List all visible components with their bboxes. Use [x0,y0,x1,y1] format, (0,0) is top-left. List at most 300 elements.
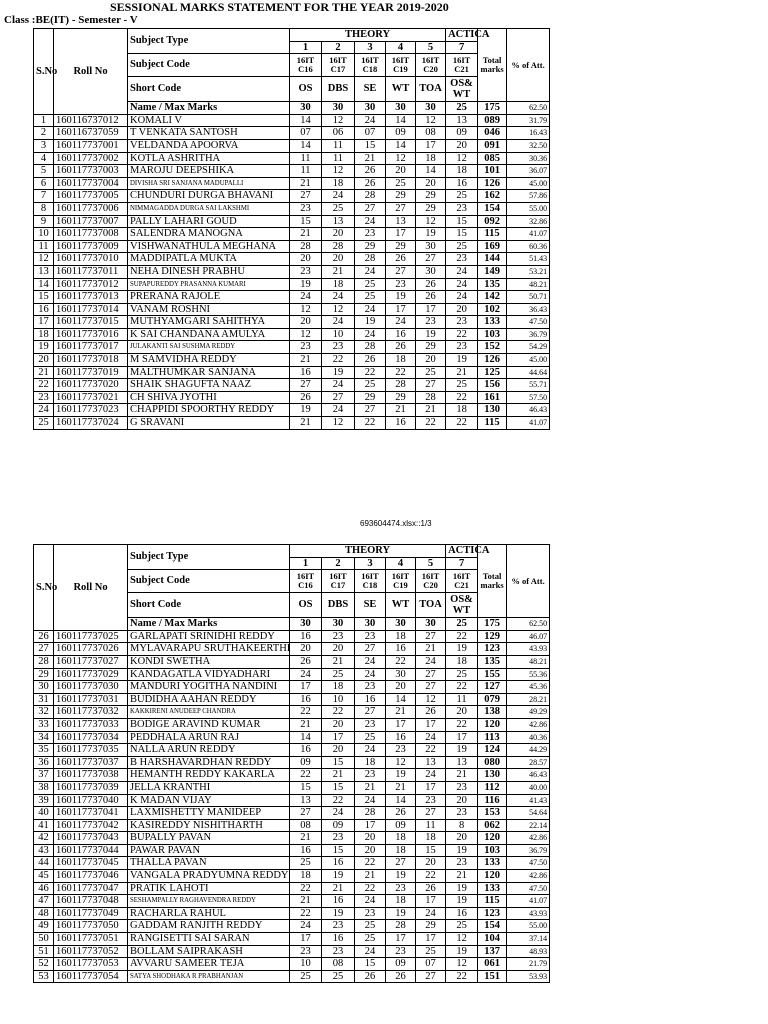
table-row [34,253,550,266]
cell-mark: 09 [386,127,416,140]
cell-mark: 17 [416,895,446,908]
header-sub-number: 7 [446,41,478,54]
cell-roll-no: 160117737007 [54,215,128,228]
cell-mark: 27 [290,190,322,203]
cell-mark: 12 [386,756,416,769]
header-code-line: C17 [330,64,346,75]
cell-mark: 12 [416,215,446,228]
cell-mark: 16 [322,857,355,870]
cell-mark: 29 [386,190,416,203]
cell-mark: 23 [355,769,386,782]
cell-student-name: K MADAN VIJAY [128,794,290,807]
cell-total: 046 [478,127,507,140]
cell-total: 080 [478,756,507,769]
header-short: OS& WT [446,593,478,618]
cell-attendance: 41.43 [507,794,550,807]
cell-roll-no: 160117737051 [54,933,128,946]
cell-student-name: KASIREDDY NISHITHARTH [128,819,290,832]
cell-mark: 16 [355,693,386,706]
header-code-line: 16IT [296,571,315,582]
cell-total: 138 [478,706,507,719]
cell-mark: 28 [386,920,416,933]
cell-mark: 15 [322,756,355,769]
cell-mark: 19 [386,907,416,920]
cell-roll-no: 160117737042 [54,819,128,832]
cell-attendance: 47.50 [507,316,550,329]
cell-attendance: 42.86 [507,870,550,883]
table-row [34,718,550,731]
cell-attendance: 37.14 [507,933,550,946]
cell-sno: 1 [34,114,54,127]
table-row [34,114,550,127]
cell-roll-no: 160117737048 [54,895,128,908]
header-sub-number: 5 [416,41,446,54]
cell-student-name: NALLA ARUN REDDY [128,744,290,757]
cell-mark: 30 [386,668,416,681]
cell-mark: 18 [386,895,416,908]
cell-mark: 11 [416,819,446,832]
table-row [34,190,550,203]
cell-mark: 19 [386,291,416,304]
cell-mark: 29 [416,341,446,354]
cell-mark: 16 [322,933,355,946]
cell-mark: 26 [416,882,446,895]
cell-total: 104 [478,933,507,946]
cell-student-name: T VENKATA SANTOSH [128,127,290,140]
cell-roll-no: 160117737011 [54,265,128,278]
cell-roll-no: 160117737015 [54,316,128,329]
cell-total: 133 [478,316,507,329]
cell-mark: 23 [355,630,386,643]
header-roll-no: Roll No [54,29,128,115]
cell-mark: 25 [290,970,322,983]
cell-mark: 23 [355,718,386,731]
cell-student-name: BODIGE ARAVIND KUMAR [128,718,290,731]
cell-mark: 12 [446,933,478,946]
cell-mark: 27 [290,807,322,820]
cell-sno: 10 [34,228,54,241]
cell-total: 154 [478,920,507,933]
table-row [34,228,550,241]
cell-mark: 20 [355,832,386,845]
table-row [34,366,550,379]
cell-mark: 28 [290,240,322,253]
cell-mark: 21 [416,404,446,417]
cell-mark: 22 [322,706,355,719]
cell-mark: 24 [290,291,322,304]
table-row [34,177,550,190]
cell-total: 115 [478,228,507,241]
cell-mark: 16 [290,630,322,643]
cell-mark: 14 [416,165,446,178]
cell-mark: 21 [386,781,416,794]
cell-attendance: 21.79 [507,958,550,971]
cell-student-name: CHUNDURI DURGA BHAVANI [128,190,290,203]
header-max-mark: 30 [290,102,322,115]
cell-sno: 22 [34,379,54,392]
cell-mark: 25 [446,668,478,681]
sheet-footer: 693604474.xlsx::1/3 [360,519,432,528]
cell-attendance: 43.93 [507,643,550,656]
cell-mark: 27 [416,668,446,681]
header-max-mark: 30 [386,102,416,115]
cell-student-name: SUPAPUREDDY PRASANNA KUMARI [128,278,290,291]
cell-mark: 24 [322,379,355,392]
cell-mark: 24 [386,316,416,329]
cell-mark: 13 [446,114,478,127]
header-code [290,570,322,593]
cell-mark: 17 [290,681,322,694]
cell-student-name: KAKKIRENI ANUDEEP CHANDRA [128,706,290,719]
cell-roll-no: 160117737046 [54,870,128,883]
cell-attendance: 55.71 [507,379,550,392]
cell-sno: 24 [34,404,54,417]
cell-mark: 24 [355,215,386,228]
cell-mark: 24 [416,655,446,668]
cell-mark: 25 [355,291,386,304]
header-code-line: C18 [362,64,378,75]
cell-mark: 09 [386,958,416,971]
cell-mark: 22 [446,391,478,404]
cell-student-name: PEDDHALA ARUN RAJ [128,731,290,744]
header-row-subject-type [34,29,550,42]
cell-mark: 22 [446,328,478,341]
header-code-line: C21 [454,580,469,591]
cell-mark: 25 [322,202,355,215]
header-practical: ACTICA [446,29,478,42]
cell-mark: 16 [446,177,478,190]
cell-mark: 21 [355,870,386,883]
header-total: Total marks [478,29,507,102]
header-max-mark: 175 [478,618,507,631]
cell-mark: 24 [416,731,446,744]
cell-mark: 25 [322,668,355,681]
header-code [355,54,386,77]
header-row-subject-type [34,545,550,558]
cell-attendance: 54.64 [507,807,550,820]
cell-mark: 22 [355,366,386,379]
cell-mark: 25 [446,379,478,392]
table-body [34,630,550,983]
cell-mark: 12 [386,152,416,165]
cell-total: 151 [478,970,507,983]
cell-mark: 28 [416,391,446,404]
header-code-line: 16IT [329,55,347,66]
cell-roll-no: 160117737009 [54,240,128,253]
cell-roll-no: 160116737059 [54,127,128,140]
cell-mark: 22 [416,417,446,430]
cell-total: 130 [478,769,507,782]
header-short: WT [386,593,416,618]
cell-sno: 18 [34,328,54,341]
cell-mark: 23 [386,744,416,757]
cell-mark: 23 [322,341,355,354]
header-code [322,54,355,77]
cell-student-name: MANDURI YOGITHA NANDINI [128,681,290,694]
cell-sno: 16 [34,303,54,316]
cell-mark: 20 [386,165,416,178]
cell-roll-no: 160117737020 [54,379,128,392]
table-row [34,882,550,895]
header-code-line: 16IT [452,571,471,582]
cell-roll-no: 160117737021 [54,391,128,404]
cell-total: 103 [478,844,507,857]
cell-mark: 20 [322,228,355,241]
cell-mark: 25 [355,278,386,291]
cell-roll-no: 160117737054 [54,970,128,983]
cell-roll-no: 160117737041 [54,807,128,820]
cell-mark: 18 [416,832,446,845]
cell-sno: 50 [34,933,54,946]
cell-mark: 26 [355,177,386,190]
cell-mark: 29 [416,920,446,933]
cell-sno: 35 [34,744,54,757]
cell-mark: 22 [446,630,478,643]
cell-mark: 12 [290,328,322,341]
cell-roll-no: 160117737037 [54,756,128,769]
cell-mark: 19 [322,907,355,920]
cell-student-name: GARLAPATI SRINIDHI REDDY [128,630,290,643]
cell-mark: 18 [416,152,446,165]
cell-roll-no: 160117737002 [54,152,128,165]
header-code [446,54,478,77]
cell-roll-no: 160117737013 [54,291,128,304]
cell-attendance: 41.07 [507,895,550,908]
cell-attendance: 57.50 [507,391,550,404]
cell-mark: 24 [355,265,386,278]
cell-sno: 36 [34,756,54,769]
cell-mark: 23 [446,202,478,215]
cell-mark: 12 [322,114,355,127]
header-short: DBS [322,77,355,102]
cell-mark: 28 [386,379,416,392]
header-max-mark: 30 [290,618,322,631]
cell-attendance: 45.00 [507,354,550,367]
cell-total: 142 [478,291,507,304]
cell-mark: 23 [416,316,446,329]
cell-student-name: SALENDRA MANOGNA [128,228,290,241]
cell-mark: 19 [322,870,355,883]
cell-total: 169 [478,240,507,253]
class-line: Class :BE(IT) - Semester - V [4,14,138,26]
cell-mark: 23 [290,341,322,354]
cell-mark: 28 [355,807,386,820]
header-short: OS& WT [446,77,478,102]
cell-sno: 9 [34,215,54,228]
cell-total: 127 [478,681,507,694]
cell-mark: 18 [446,165,478,178]
cell-mark: 17 [386,718,416,731]
cell-total: 123 [478,643,507,656]
table-row [34,152,550,165]
cell-mark: 27 [416,379,446,392]
cell-mark: 27 [290,379,322,392]
cell-mark: 29 [386,240,416,253]
cell-mark: 24 [290,668,322,681]
cell-sno: 53 [34,970,54,983]
cell-total: 156 [478,379,507,392]
cell-mark: 19 [416,228,446,241]
cell-roll-no: 160117737004 [54,177,128,190]
cell-total: 120 [478,832,507,845]
cell-mark: 28 [355,190,386,203]
cell-sno: 6 [34,177,54,190]
cell-sno: 25 [34,417,54,430]
cell-mark: 18 [386,354,416,367]
cell-attendance: 46.43 [507,769,550,782]
header-code-line: C20 [423,580,438,591]
cell-mark: 28 [355,253,386,266]
cell-attendance: 43.93 [507,907,550,920]
cell-mark: 18 [386,832,416,845]
cell-mark: 24 [355,794,386,807]
cell-mark: 24 [322,190,355,203]
header-att: % of Att. [507,29,550,102]
header-sno: S.No [34,545,54,631]
cell-mark: 12 [446,958,478,971]
header-code [290,54,322,77]
cell-roll-no: 160117737025 [54,630,128,643]
cell-mark: 16 [386,328,416,341]
cell-total: 133 [478,882,507,895]
cell-roll-no: 160117737039 [54,781,128,794]
cell-mark: 25 [446,920,478,933]
cell-student-name: BUDIDHA AAHAN REDDY [128,693,290,706]
cell-attendance: 36.79 [507,844,550,857]
table-row [34,655,550,668]
header-short: TOA [416,593,446,618]
cell-roll-no: 160117737030 [54,681,128,694]
cell-total: 135 [478,278,507,291]
cell-student-name: K SAI CHANDANA AMULYA [128,328,290,341]
cell-mark: 13 [446,756,478,769]
cell-total: 089 [478,114,507,127]
cell-mark: 24 [355,744,386,757]
cell-roll-no: 160117737027 [54,655,128,668]
cell-mark: 26 [355,970,386,983]
header-code-line: 16IT [361,55,379,66]
cell-mark: 24 [355,655,386,668]
cell-sno: 51 [34,945,54,958]
cell-mark: 23 [446,781,478,794]
cell-student-name: KOMALI V [128,114,290,127]
cell-sno: 15 [34,291,54,304]
cell-mark: 17 [416,718,446,731]
header-code-line: 16IT [391,571,410,582]
cell-sno: 28 [34,655,54,668]
cell-mark: 19 [290,278,322,291]
cell-student-name: CHAPPIDI SPOORTHY REDDY [128,404,290,417]
table-row [34,832,550,845]
cell-mark: 17 [386,303,416,316]
header-code-line: 16IT [421,55,440,66]
cell-total: 092 [478,215,507,228]
cell-mark: 23 [322,920,355,933]
header-code-line: 16IT [296,55,315,66]
cell-mark: 15 [290,215,322,228]
table-row [34,630,550,643]
cell-total: 144 [478,253,507,266]
cell-mark: 19 [446,895,478,908]
header-code-line: C21 [454,64,469,75]
cell-student-name: MALTHUMKAR SANJANA [128,366,290,379]
cell-sno: 37 [34,769,54,782]
cell-mark: 17 [355,819,386,832]
cell-total: 113 [478,731,507,744]
cell-mark: 29 [355,391,386,404]
cell-mark: 08 [322,958,355,971]
cell-mark: 20 [386,681,416,694]
header-short: TOA [416,77,446,102]
cell-mark: 24 [446,278,478,291]
cell-mark: 19 [386,870,416,883]
header-max-mark: 62.50 [507,102,550,115]
cell-sno: 42 [34,832,54,845]
cell-mark: 20 [446,139,478,152]
cell-total: 124 [478,744,507,757]
table-row [34,920,550,933]
cell-student-name: PRATIK LAHOTI [128,882,290,895]
cell-sno: 32 [34,706,54,719]
cell-mark: 24 [355,895,386,908]
cell-student-name: AVVARU SAMEER TEJA [128,958,290,971]
cell-roll-no: 160117737053 [54,958,128,971]
cell-total: 135 [478,655,507,668]
cell-attendance: 28.57 [507,756,550,769]
cell-mark: 23 [355,681,386,694]
cell-attendance: 16.43 [507,127,550,140]
cell-mark: 19 [322,366,355,379]
cell-sno: 14 [34,278,54,291]
cell-mark: 15 [322,781,355,794]
cell-mark: 24 [322,291,355,304]
cell-student-name: GADDAM RANJITH REDDY [128,920,290,933]
cell-mark: 23 [446,807,478,820]
cell-mark: 15 [322,844,355,857]
cell-total: 126 [478,354,507,367]
cell-mark: 27 [416,253,446,266]
cell-attendance: 55.00 [507,920,550,933]
cell-total: 112 [478,781,507,794]
cell-mark: 19 [416,328,446,341]
cell-mark: 20 [290,643,322,656]
cell-mark: 23 [416,794,446,807]
cell-total: 130 [478,404,507,417]
cell-mark: 17 [386,228,416,241]
cell-mark: 16 [290,744,322,757]
header-short-code: Short Code [128,77,290,102]
cell-mark: 14 [290,139,322,152]
table-row [34,278,550,291]
cell-student-name: KONDI SWETHA [128,655,290,668]
cell-mark: 24 [355,303,386,316]
cell-roll-no: 160117737018 [54,354,128,367]
header-name-max: Name / Max Marks [128,618,290,631]
cell-mark: 12 [322,165,355,178]
cell-mark: 12 [322,303,355,316]
cell-mark: 15 [446,215,478,228]
cell-mark: 17 [446,731,478,744]
cell-mark: 07 [290,127,322,140]
cell-mark: 27 [322,391,355,404]
cell-mark: 25 [290,857,322,870]
cell-mark: 21 [355,781,386,794]
table-row [34,127,550,140]
table-row [34,857,550,870]
cell-mark: 23 [446,253,478,266]
cell-mark: 17 [416,933,446,946]
cell-mark: 12 [290,303,322,316]
